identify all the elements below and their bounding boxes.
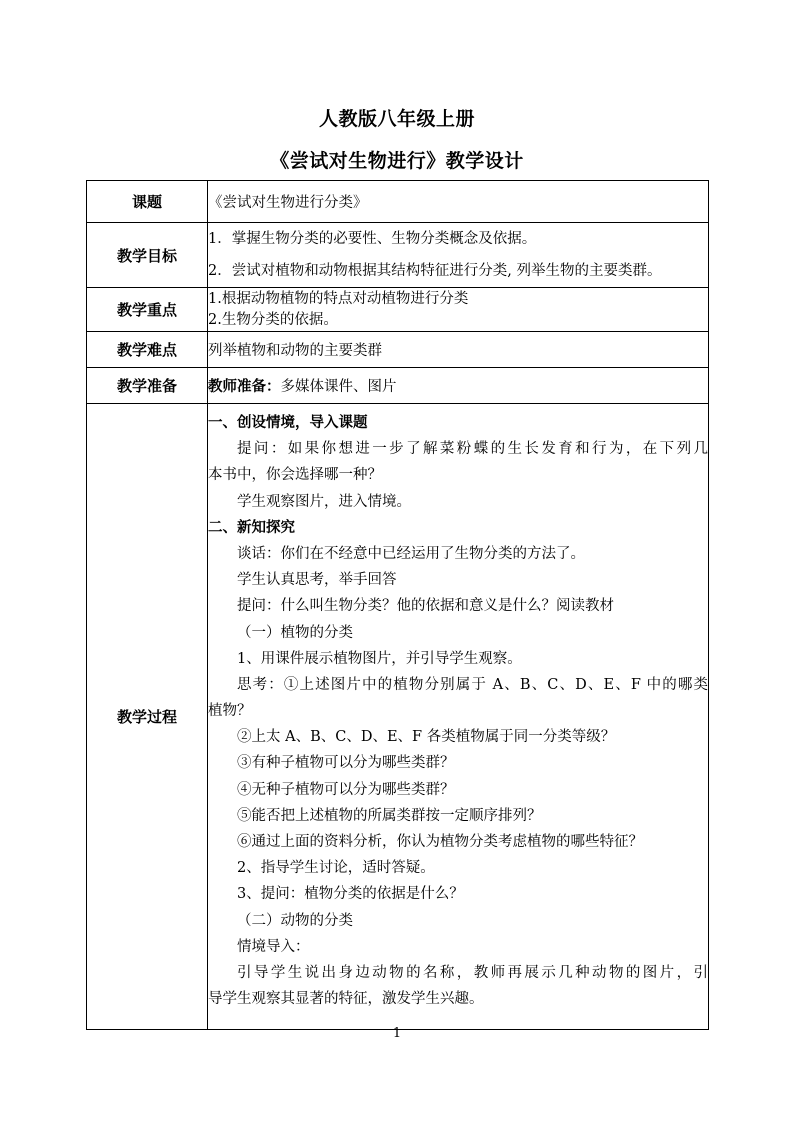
value-preparation: [208, 368, 709, 404]
process-line: ②上太 A、B、C、D、E、F 各类植物属于同一分类等级？: [237, 729, 616, 746]
key-point-line: 2.生物分类的依据。: [208, 311, 338, 328]
process-heading: 一、创设情境，导入课题: [208, 414, 368, 431]
label-objectives: 教学目标: [87, 223, 208, 288]
value-topic: 《尝试对生物进行分类》: [208, 181, 709, 223]
process-line: 提问：如果你想进一步了解菜粉蝶的生长发育和行为，在下列几: [237, 441, 708, 458]
value-objectives: [208, 223, 709, 288]
process-line: 思考：①上述图片中的植物分别属于 A、B、C、D、E、F 中的哪类: [237, 676, 708, 693]
row-objectives: [87, 223, 709, 288]
row-key-points: [87, 288, 709, 332]
row-process: [87, 404, 709, 1030]
label-key-points: 教学重点: [87, 288, 208, 332]
process-line: 情境导入：: [237, 938, 310, 955]
label-process: 教学过程: [87, 404, 208, 1030]
process-line: 3、提问：植物分类的依据是什么？: [237, 886, 464, 903]
process-line: ③有种子植物可以分为哪些类群？: [237, 755, 455, 772]
process-line: ④无种子植物可以分为哪些类群？: [237, 781, 455, 798]
process-line: （一）植物的分类: [237, 624, 353, 641]
label-preparation: 教学准备: [87, 368, 208, 404]
value-process: [208, 404, 709, 1030]
lesson-plan-table: [86, 180, 709, 1030]
row-preparation: [87, 368, 709, 404]
preparation-prefix: 教师准备：: [208, 378, 281, 395]
process-line: 学生认真思考，举手回答: [237, 572, 397, 589]
process-line: ⑤能否把上述植物的所属类群按一定顺序排列？: [237, 807, 542, 824]
process-line: 导学生观察其显著的特征，激发学生兴趣。: [208, 991, 484, 1008]
process-line: 学生观察图片，进入情境。: [237, 493, 411, 510]
process-line: 植物？: [208, 703, 252, 720]
label-topic: 课题: [87, 181, 208, 223]
label-difficulties: 教学难点: [87, 332, 208, 368]
row-topic: [87, 181, 709, 223]
process-line: 本书中，你会选择哪一种？: [208, 467, 382, 484]
document-title: 人教版八年级上册: [318, 108, 475, 130]
value-key-points: [208, 288, 709, 332]
process-line: 提问：什么叫生物分类？他的依据和意义是什么？阅读教材: [237, 598, 614, 615]
document-subtitle: 《尝试对生物进行》教学设计: [270, 150, 524, 172]
preparation-value: 多媒体课件、图片: [280, 379, 397, 395]
value-difficulties: 列举植物和动物的主要类群: [208, 332, 709, 368]
process-heading: 二、新知探究: [208, 518, 295, 536]
process-line: 2、指导学生讨论，适时答疑。: [237, 860, 435, 877]
process-line: 谈话：你们在不经意中已经运用了生物分类的方法了。: [237, 545, 585, 562]
objective-line: 2．尝试对植物和动物根据其结构特征进行分类, 列举生物的主要类群。: [208, 263, 662, 279]
process-line: 引导学生说出身边动物的名称，教师再展示几种动物的图片，引: [237, 964, 708, 981]
page-number: 1: [392, 1026, 402, 1041]
objective-line: 1．掌握生物分类的必要性、生物分类概念及依据。: [208, 231, 537, 247]
process-line: 1、用课件展示植物图片，并引导学生观察。: [237, 650, 522, 667]
process-line: （二）动物的分类: [237, 912, 353, 929]
key-point-line: 1.根据动物植物的特点对动植物进行分类: [208, 290, 469, 307]
row-difficulties: [87, 332, 709, 368]
process-line: ⑥通过上面的资料分析，你认为植物分类考虑植物的哪些特征？: [237, 834, 643, 850]
